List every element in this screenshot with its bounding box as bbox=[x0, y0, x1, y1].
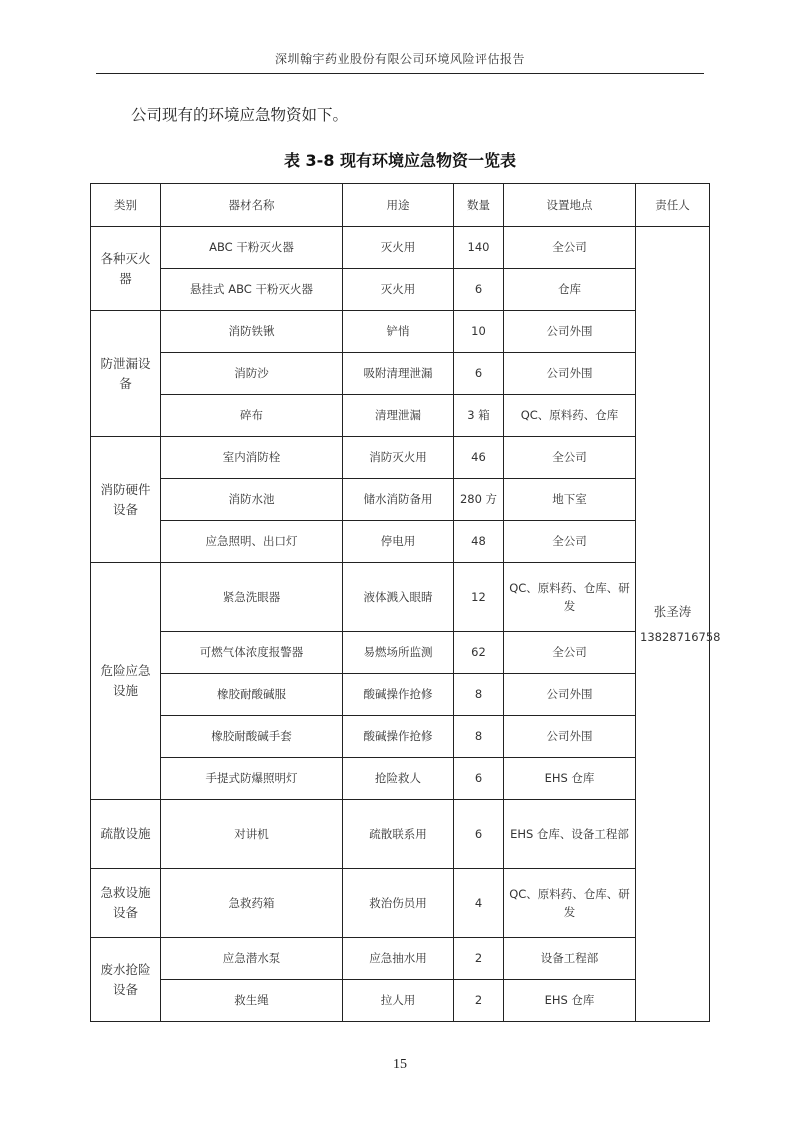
table-row bbox=[91, 980, 710, 1022]
quantity-cell: 48 bbox=[454, 521, 504, 563]
emergency-materials-table bbox=[90, 183, 721, 1022]
location-cell: EHS 仓库、设备工程部 bbox=[504, 800, 636, 869]
table-row bbox=[91, 716, 710, 758]
quantity-cell: 62 bbox=[454, 632, 504, 674]
use-cell: 消防灭火用 bbox=[343, 437, 454, 479]
table-row bbox=[91, 632, 710, 674]
quantity-cell: 2 bbox=[454, 980, 504, 1022]
table-row bbox=[91, 395, 710, 437]
location-cell: QC、原料药、仓库、研发 bbox=[504, 869, 636, 938]
use-cell: 储水消防备用 bbox=[343, 479, 454, 521]
location-cell: 全公司 bbox=[504, 632, 636, 674]
category-cell: 危险应急设施 bbox=[91, 563, 161, 800]
table-row bbox=[91, 353, 710, 395]
use-cell: 易燃场所监测 bbox=[343, 632, 454, 674]
use-cell: 酸碱操作抢修 bbox=[343, 674, 454, 716]
use-cell: 应急抽水用 bbox=[343, 938, 454, 980]
category-cell: 各种灭火器 bbox=[91, 227, 161, 311]
equipment-name-cell: 可燃气体浓度报警器 bbox=[161, 632, 343, 674]
quantity-cell: 4 bbox=[454, 869, 504, 938]
location-cell: 公司外围 bbox=[504, 716, 636, 758]
col-header-equipment-name: 器材名称 bbox=[161, 184, 343, 227]
equipment-name-cell: 悬挂式 ABC 干粉灭火器 bbox=[161, 269, 343, 311]
table-row bbox=[91, 938, 710, 980]
table-row bbox=[91, 437, 710, 479]
quantity-cell: 12 bbox=[454, 563, 504, 632]
equipment-name-cell: 应急潜水泵 bbox=[161, 938, 343, 980]
header-divider bbox=[96, 73, 704, 74]
quantity-cell: 6 bbox=[454, 353, 504, 395]
equipment-name-cell: 救生绳 bbox=[161, 980, 343, 1022]
use-cell: 疏散联系用 bbox=[343, 800, 454, 869]
use-cell: 救治伤员用 bbox=[343, 869, 454, 938]
equipment-name-cell: 急救药箱 bbox=[161, 869, 343, 938]
category-cell: 疏散设施 bbox=[91, 800, 161, 869]
table-row bbox=[91, 479, 710, 521]
category-cell: 废水抢险设备 bbox=[91, 938, 161, 1022]
equipment-name-cell: 消防水池 bbox=[161, 479, 343, 521]
location-cell: 地下室 bbox=[504, 479, 636, 521]
equipment-name-cell: 手提式防爆照明灯 bbox=[161, 758, 343, 800]
equipment-name-cell: 消防沙 bbox=[161, 353, 343, 395]
location-cell: EHS 仓库 bbox=[504, 758, 636, 800]
quantity-cell: 6 bbox=[454, 269, 504, 311]
table-row bbox=[91, 869, 710, 938]
quantity-cell: 2 bbox=[454, 938, 504, 980]
table-row bbox=[91, 563, 710, 632]
table-header-row bbox=[91, 184, 710, 227]
quantity-cell: 6 bbox=[454, 758, 504, 800]
equipment-name-cell: 紧急洗眼器 bbox=[161, 563, 343, 632]
location-cell: 公司外围 bbox=[504, 674, 636, 716]
col-header-use: 用途 bbox=[343, 184, 454, 227]
equipment-name-cell: 消防铁锹 bbox=[161, 311, 343, 353]
quantity-cell: 3 箱 bbox=[454, 395, 504, 437]
equipment-name-cell: 橡胶耐酸碱手套 bbox=[161, 716, 343, 758]
page-number: 15 bbox=[393, 1057, 407, 1072]
table-row bbox=[91, 800, 710, 869]
equipment-name-cell: 对讲机 bbox=[161, 800, 343, 869]
quantity-cell: 8 bbox=[454, 716, 504, 758]
equipment-name-cell: 应急照明、出口灯 bbox=[161, 521, 343, 563]
location-cell: 全公司 bbox=[504, 437, 636, 479]
responsible-name: 张圣涛 bbox=[653, 603, 692, 619]
use-cell: 灭火用 bbox=[343, 269, 454, 311]
table-row bbox=[91, 227, 710, 269]
table-row bbox=[91, 758, 710, 800]
col-header-location: 设置地点 bbox=[504, 184, 636, 227]
quantity-cell: 10 bbox=[454, 311, 504, 353]
quantity-cell: 46 bbox=[454, 437, 504, 479]
quantity-cell: 8 bbox=[454, 674, 504, 716]
use-cell: 酸碱操作抢修 bbox=[343, 716, 454, 758]
responsible-person-cell bbox=[636, 227, 721, 1022]
category-cell: 消防硬件设备 bbox=[91, 437, 161, 563]
col-header-category: 类别 bbox=[91, 184, 161, 227]
quantity-cell: 6 bbox=[454, 800, 504, 869]
location-cell: 设备工程部 bbox=[504, 938, 636, 980]
use-cell: 抢险救人 bbox=[343, 758, 454, 800]
location-cell: QC、原料药、仓库 bbox=[504, 395, 636, 437]
location-cell: 公司外围 bbox=[504, 311, 636, 353]
location-cell: 仓库 bbox=[504, 269, 636, 311]
table-row bbox=[91, 311, 710, 353]
quantity-cell: 140 bbox=[454, 227, 504, 269]
equipment-name-cell: 碎布 bbox=[161, 395, 343, 437]
use-cell: 停电用 bbox=[343, 521, 454, 563]
location-cell: 公司外围 bbox=[504, 353, 636, 395]
table-title: 表 3-8 现有环境应急物资一览表 bbox=[283, 151, 517, 170]
location-cell: QC、原料药、仓库、研发 bbox=[504, 563, 636, 632]
location-cell: 全公司 bbox=[504, 227, 636, 269]
equipment-name-cell: 室内消防栓 bbox=[161, 437, 343, 479]
table-row bbox=[91, 674, 710, 716]
table-row bbox=[91, 521, 710, 563]
location-cell: EHS 仓库 bbox=[504, 980, 636, 1022]
document-header: 深圳翰宇药业股份有限公司环境风险评估报告 bbox=[274, 52, 525, 66]
col-header-responsible: 责任人 bbox=[636, 184, 710, 227]
use-cell: 液体溅入眼睛 bbox=[343, 563, 454, 632]
category-cell: 急救设施设备 bbox=[91, 869, 161, 938]
use-cell: 灭火用 bbox=[343, 227, 454, 269]
col-header-quantity: 数量 bbox=[454, 184, 504, 227]
category-cell: 防泄漏设备 bbox=[91, 311, 161, 437]
use-cell: 铲悄 bbox=[343, 311, 454, 353]
equipment-name-cell: 橡胶耐酸碱服 bbox=[161, 674, 343, 716]
use-cell: 拉人用 bbox=[343, 980, 454, 1022]
use-cell: 清理泄漏 bbox=[343, 395, 454, 437]
responsible-phone: 13828716758 bbox=[640, 629, 721, 644]
use-cell: 吸附清理泄漏 bbox=[343, 353, 454, 395]
quantity-cell: 280 方 bbox=[454, 479, 504, 521]
location-cell: 全公司 bbox=[504, 521, 636, 563]
table-row bbox=[91, 269, 710, 311]
equipment-name-cell: ABC 干粉灭火器 bbox=[161, 227, 343, 269]
intro-paragraph: 公司现有的环境应急物资如下。 bbox=[131, 106, 349, 124]
